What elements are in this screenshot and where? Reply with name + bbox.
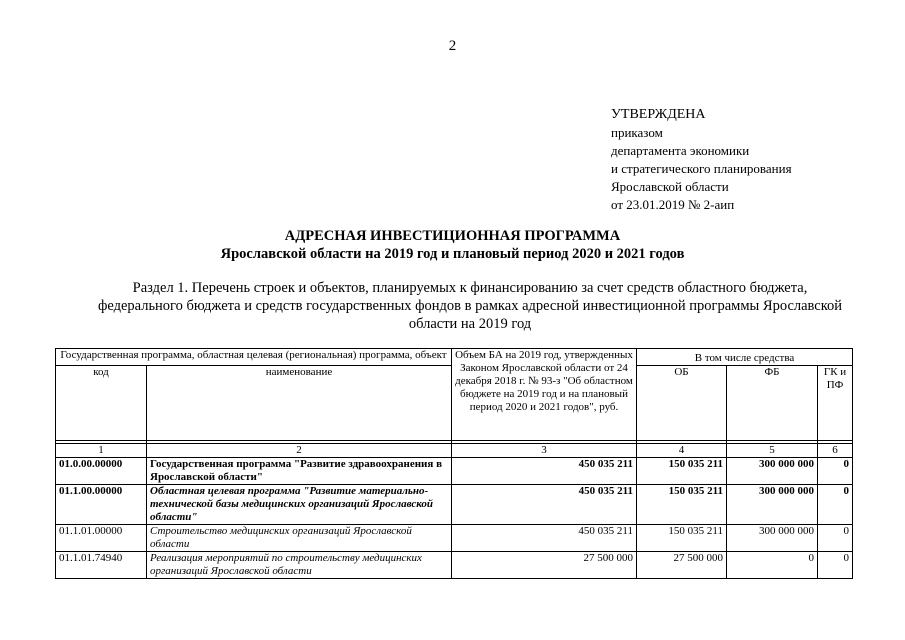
row-name: Реализация мероприятий по строительству медицинских организаций Ярославской области (147, 552, 452, 579)
row-code: 01.1.01.00000 (56, 525, 147, 552)
header-gk: ГК и ПФ (818, 366, 853, 441)
row-name: Государственная программа "Развитие здравоохранения в Ярославской области" (147, 458, 452, 485)
title-line: Ярославской области на 2019 год и плановый период 2020 и 2021 годов (220, 246, 685, 262)
page-number: 2 (448, 38, 457, 54)
row-ob: 150 035 211 (637, 525, 727, 552)
header-program-group: Государственная программа, областная целевая (региональная) программа, объект (56, 349, 452, 366)
row-code: 01.1.01.74940 (56, 552, 147, 579)
column-number: 5 (727, 444, 818, 458)
header-including: В том числе средства (637, 349, 853, 366)
header-name: наименование (147, 366, 452, 441)
investment-table (55, 348, 853, 579)
approval-stamp (611, 106, 792, 214)
column-number: 2 (147, 444, 452, 458)
row-ob: 150 035 211 (637, 458, 727, 485)
row-fb: 300 000 000 (727, 525, 818, 552)
approval-line: и стратегического планирования (611, 161, 792, 176)
row-gk: 0 (818, 552, 853, 579)
section-line: Раздел 1. Перечень строек и объектов, планируемых к финансированию за счет средств областного бюджета, (132, 280, 808, 296)
row-name: Областная целевая программа "Развитие материально-технической базы медицинских организаций Ярославской области" (147, 485, 452, 525)
row-total: 450 035 211 (452, 485, 637, 525)
row-fb: 0 (727, 552, 818, 579)
column-number-row (56, 444, 853, 458)
header-volume: Объем БА на 2019 год, утвержденных Законом Ярославской области от 24 декабря 2018 г. № 93-з "Об областном бюджете на 2019 год и на плановый период 2020 и 2021 годов", руб. (452, 349, 637, 441)
row-fb: 300 000 000 (727, 485, 818, 525)
header-fb: ФБ (727, 366, 818, 441)
table-row (56, 458, 853, 485)
column-number: 6 (818, 444, 853, 458)
row-total: 450 035 211 (452, 525, 637, 552)
table-row (56, 525, 853, 552)
row-code: 01.1.00.00000 (56, 485, 147, 525)
column-number: 4 (637, 444, 727, 458)
row-gk: 0 (818, 485, 853, 525)
row-gk: 0 (818, 458, 853, 485)
row-gk: 0 (818, 525, 853, 552)
row-name: Строительство медицинских организаций Ярославской области (147, 525, 452, 552)
row-code: 01.0.00.00000 (56, 458, 147, 485)
row-total: 450 035 211 (452, 458, 637, 485)
section-line: федерального бюджета и средств государственных фондов в рамках адресной инвестиционной программы Ярославской (97, 298, 843, 314)
header-ob: ОБ (637, 366, 727, 441)
approval-line: от 23.01.2019 № 2-аип (611, 197, 735, 212)
document-title (0, 227, 905, 263)
row-fb: 300 000 000 (727, 458, 818, 485)
section-line: области на 2019 год (408, 316, 532, 332)
approval-line: Ярославской области (611, 179, 729, 194)
section-heading (60, 279, 880, 333)
row-total: 27 500 000 (452, 552, 637, 579)
table-row (56, 552, 853, 579)
header-row (56, 349, 853, 366)
approval-line: приказом (611, 125, 663, 140)
column-number: 1 (56, 444, 147, 458)
row-ob: 150 035 211 (637, 485, 727, 525)
header-code: код (56, 366, 147, 441)
table-row (56, 485, 853, 525)
title-line: АДРЕСНАЯ ИНВЕСТИЦИОННАЯ ПРОГРАММА (284, 228, 621, 244)
approval-line: департамента экономики (611, 143, 750, 158)
row-ob: 27 500 000 (637, 552, 727, 579)
column-number: 3 (452, 444, 637, 458)
approval-line: УТВЕРЖДЕНА (611, 107, 706, 122)
